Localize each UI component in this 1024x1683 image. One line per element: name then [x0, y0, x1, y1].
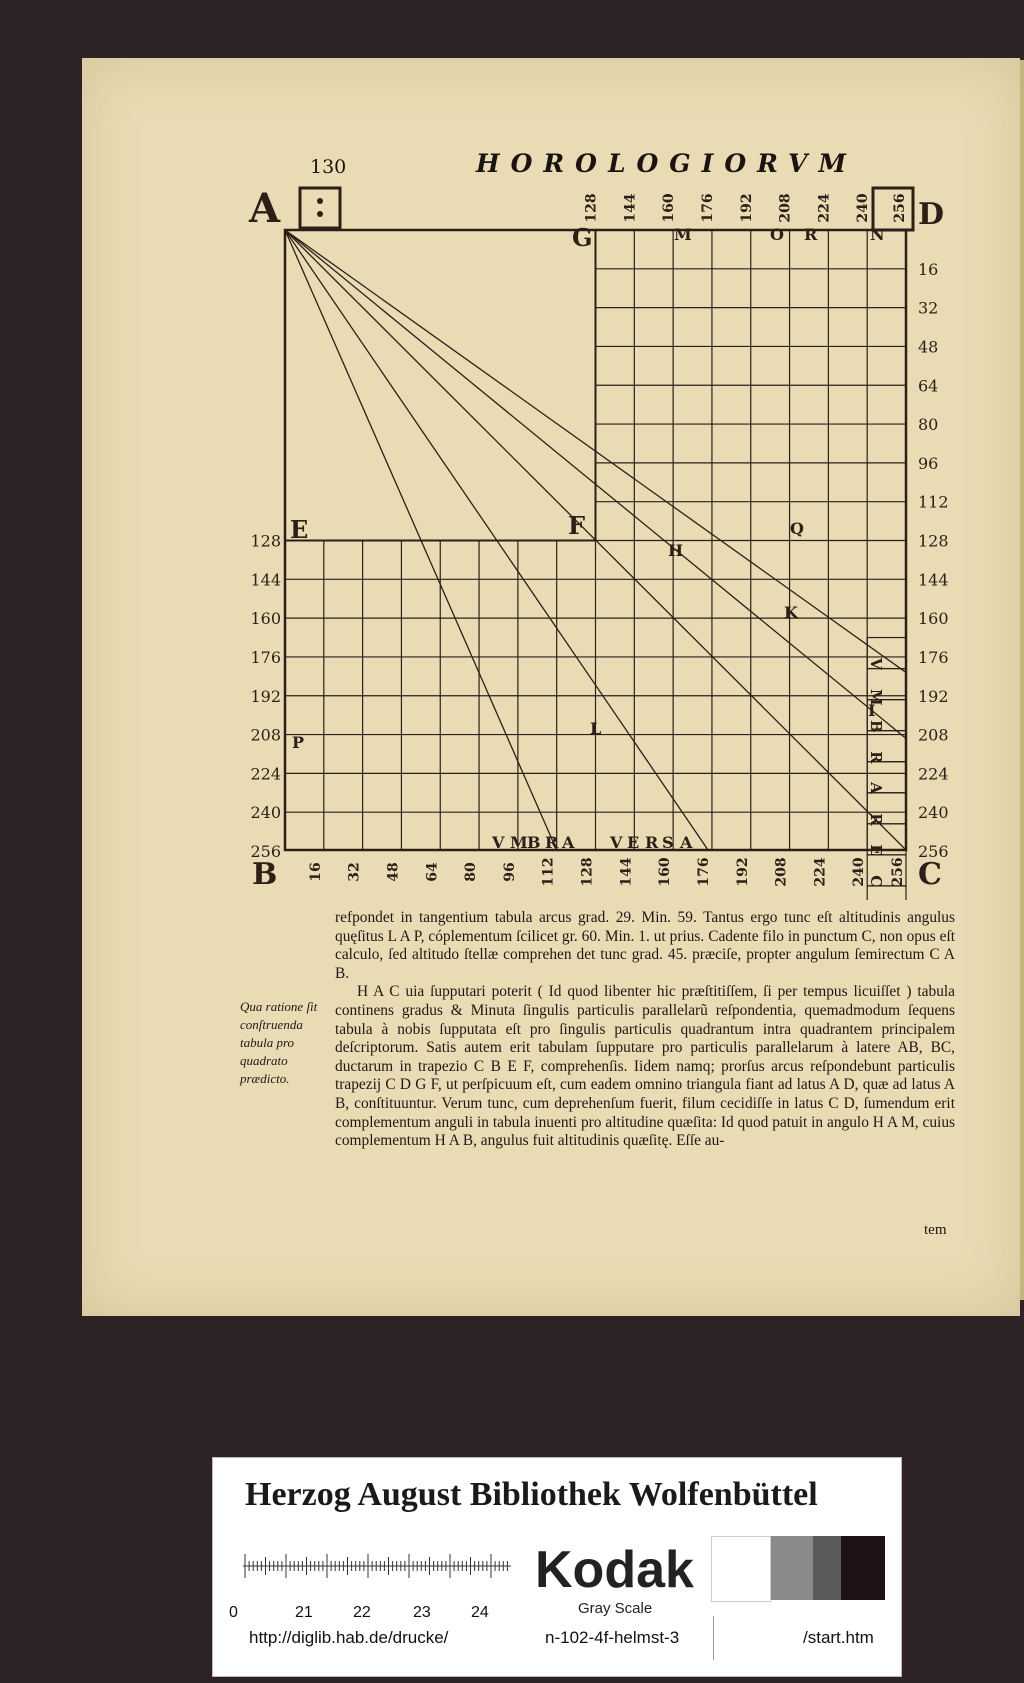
sight-hole — [317, 211, 323, 217]
gray-scale-label: Gray Scale — [578, 1600, 653, 1617]
right-scale-tick: 176 — [918, 647, 949, 667]
umbra-versa-letter: R — [645, 833, 659, 852]
point-label-f: F — [568, 511, 586, 540]
point-label-h: H — [668, 541, 684, 560]
right-scale-tick: 48 — [918, 337, 939, 357]
bottom-scale-tick: 192 — [734, 857, 751, 887]
corner-label-a: A — [249, 185, 281, 232]
top-scale-tick: 208 — [777, 193, 794, 223]
right-scale-tick: 96 — [918, 453, 939, 473]
umbra-versa-letter: V — [492, 833, 505, 852]
bottom-scale-tick: 80 — [463, 862, 480, 882]
right-scale-tick: 32 — [918, 298, 939, 318]
bottom-scale-tick: 240 — [851, 857, 868, 887]
ruler-number: 23 — [413, 1604, 431, 1621]
point-label-p: P — [292, 733, 305, 752]
left-scale-tick: 192 — [250, 686, 281, 706]
top-scale-tick: 256 — [892, 193, 908, 223]
umbra-recta-letter: M — [867, 688, 886, 706]
umbra-versa-letter: A — [562, 833, 575, 852]
ruler-number: 24 — [471, 1604, 489, 1621]
left-scale-tick: 208 — [250, 725, 281, 745]
ruler-number: 22 — [353, 1604, 371, 1621]
bottom-scale-tick: 224 — [812, 857, 829, 887]
corner-label-b: B — [252, 857, 278, 892]
right-scale-tick: 256 — [918, 842, 949, 861]
umbra-versa-letter: M — [510, 833, 528, 852]
body-paragraph-2: H A C uia ſupputari poterit ( Id quod libenter hic præſtitiſſem, ſi per tempus licuiſſet ) tabula continens gradus & Minuta ſingulis particulis parallelarũ reſpondentia, quemadmodum ſequens tabula à nobis ſupputata eſt pro ſingulis particulis quadrantum intra quadrantem principalem deſcriptorum. Satis autem erit tabulam ſupputare pro particulis parallelarum à latere AB, BC, ductarum in trapezio C B E F, comprehenſis. Iidem namq; prorſus arcus reſpondebunt particulis trapezij C D G F, ut perſpicuum eſt, cum eadem omnino triangula fiant ad latus A D, quæ ad latus A B, conſtituuntur. Verum tunc, cum deprehenſum fuerit, filum cecidiſſe in latus C D, ſumendum erit complementum anguli in tabula inuenti pro altitudine quæſita: Id quod patuit in angulo H A M, cuius complementum H A B, angulus fuit altitudinis quæſitę. Eſſe au- — [335, 983, 955, 1150]
url-base: http://diglib.hab.de/drucke/ — [249, 1628, 449, 1647]
gray-swatch-black — [841, 1536, 885, 1600]
bottom-scale-tick: 16 — [307, 862, 324, 882]
library-color-card — [212, 1457, 902, 1677]
url-suffix: /start.htm — [803, 1628, 874, 1647]
bottom-scale-tick: 112 — [540, 857, 557, 887]
top-scale-tick: 144 — [622, 193, 639, 223]
point-label-n: N — [870, 225, 885, 244]
bottom-scale-tick: 96 — [501, 862, 518, 882]
point-label-r: R — [804, 225, 818, 244]
left-scale-tick: 144 — [250, 570, 281, 590]
gray-swatch-dark — [813, 1536, 841, 1600]
top-scale-tick: 176 — [699, 193, 716, 223]
umbra-recta-letter: B — [867, 720, 886, 733]
left-scale-tick: 128 — [250, 531, 281, 551]
bottom-scale-tick: 208 — [773, 857, 790, 887]
umbra-versa-letter: A — [680, 833, 693, 852]
umbra-versa-letter: R — [545, 833, 559, 852]
kodak-logo: Kodak — [535, 1541, 694, 1599]
left-scale-tick: 176 — [250, 647, 281, 667]
point-label-g: G — [572, 223, 593, 252]
umbra-versa-letter: V — [610, 833, 623, 852]
top-scale-tick: 128 — [583, 193, 600, 223]
bottom-scale-tick: 64 — [424, 862, 441, 882]
catchword: tem — [924, 1222, 947, 1238]
umbra-versa-letter: E — [627, 833, 640, 852]
point-label-m: M — [674, 225, 692, 244]
ruler-scale — [243, 1536, 511, 1596]
point-label-o: O — [770, 225, 784, 244]
top-scale-tick: 224 — [816, 193, 833, 223]
right-scale-tick: 80 — [918, 415, 939, 435]
top-scale-tick: 160 — [661, 193, 678, 223]
divider — [713, 1616, 714, 1660]
right-scale-tick: 224 — [918, 764, 949, 784]
corner-label-c: C — [918, 857, 942, 892]
point-label-e: E — [290, 515, 309, 544]
sight-hole — [317, 198, 323, 204]
bottom-scale-tick: 256 — [890, 857, 906, 887]
right-scale-tick: 240 — [918, 803, 949, 823]
running-title: HOROLOGIORVM — [476, 149, 858, 178]
gray-swatch-white — [711, 1536, 771, 1602]
umbra-recta-letter: R — [867, 813, 886, 826]
right-scale-tick: 112 — [918, 492, 949, 512]
top-scale-tick: 192 — [738, 193, 755, 223]
right-scale-tick: 16 — [918, 259, 939, 279]
gray-swatch-mid — [771, 1536, 813, 1600]
ruler-number: 21 — [295, 1604, 313, 1621]
margin-note: Qua ratione ſit conſtruenda tabula pro quadrato prædicto. — [240, 999, 318, 1086]
body-paragraph-1: refpondet in tangentium tabula arcus grad. 29. Min. 59. Tantus ergo tunc eſt altitudinis angulus quęſitus L A P, cóplementum ſcilicet gr. 60. Min. 1. ut prius. Cadente filo in punctum C, non opus eſt calculo, ſed altitudo ſtellæ comprehen det tunc grad. 45. præciſe, propter angulum ſemirectum C A B. — [335, 909, 955, 982]
right-scale-tick: 128 — [918, 531, 949, 551]
left-scale-tick: 224 — [250, 764, 281, 784]
right-scale-tick: 160 — [918, 609, 949, 629]
left-scale-tick: 240 — [250, 803, 281, 823]
right-scale-tick: 144 — [918, 570, 949, 590]
point-label-i: I — [868, 701, 876, 720]
umbra-recta-letter: A — [867, 782, 886, 794]
url-id: n-102-4f-helmst-3 — [545, 1628, 680, 1647]
umbra-recta-cell — [867, 886, 906, 900]
library-name: Herzog August Bibliothek Wolfenbüttel — [245, 1476, 818, 1513]
umbra-recta-letter: R — [867, 751, 886, 764]
umbra-recta-letter: C — [867, 875, 886, 888]
left-scale-tick: 256 — [250, 842, 281, 861]
umbra-recta-letter: E — [867, 844, 886, 856]
ruler-number: 0 — [229, 1604, 238, 1621]
bottom-scale-tick: 48 — [385, 862, 402, 882]
top-scale-tick: 240 — [855, 193, 872, 223]
point-label-q: Q — [790, 519, 804, 538]
umbra-recta-letter: V — [867, 657, 886, 670]
corner-label-d: D — [918, 197, 945, 232]
bottom-scale-tick: 176 — [695, 857, 712, 887]
umbra-versa-letter: B — [527, 833, 541, 852]
umbra-versa-letter: S — [662, 833, 674, 852]
point-label-l: L — [590, 719, 602, 738]
left-scale-tick: 160 — [250, 609, 281, 629]
right-scale-tick: 64 — [918, 376, 939, 396]
sight-box-left — [300, 188, 340, 228]
bottom-scale-tick: 144 — [618, 857, 635, 887]
right-scale-tick: 192 — [918, 686, 949, 706]
point-label-k: K — [784, 603, 798, 622]
right-scale-tick: 208 — [918, 725, 949, 745]
bottom-scale-tick: 128 — [579, 857, 596, 887]
bottom-scale-tick: 160 — [657, 857, 674, 887]
page-number: 130 — [310, 156, 347, 178]
bottom-scale-tick: 32 — [346, 862, 363, 882]
body-text — [335, 909, 955, 1151]
